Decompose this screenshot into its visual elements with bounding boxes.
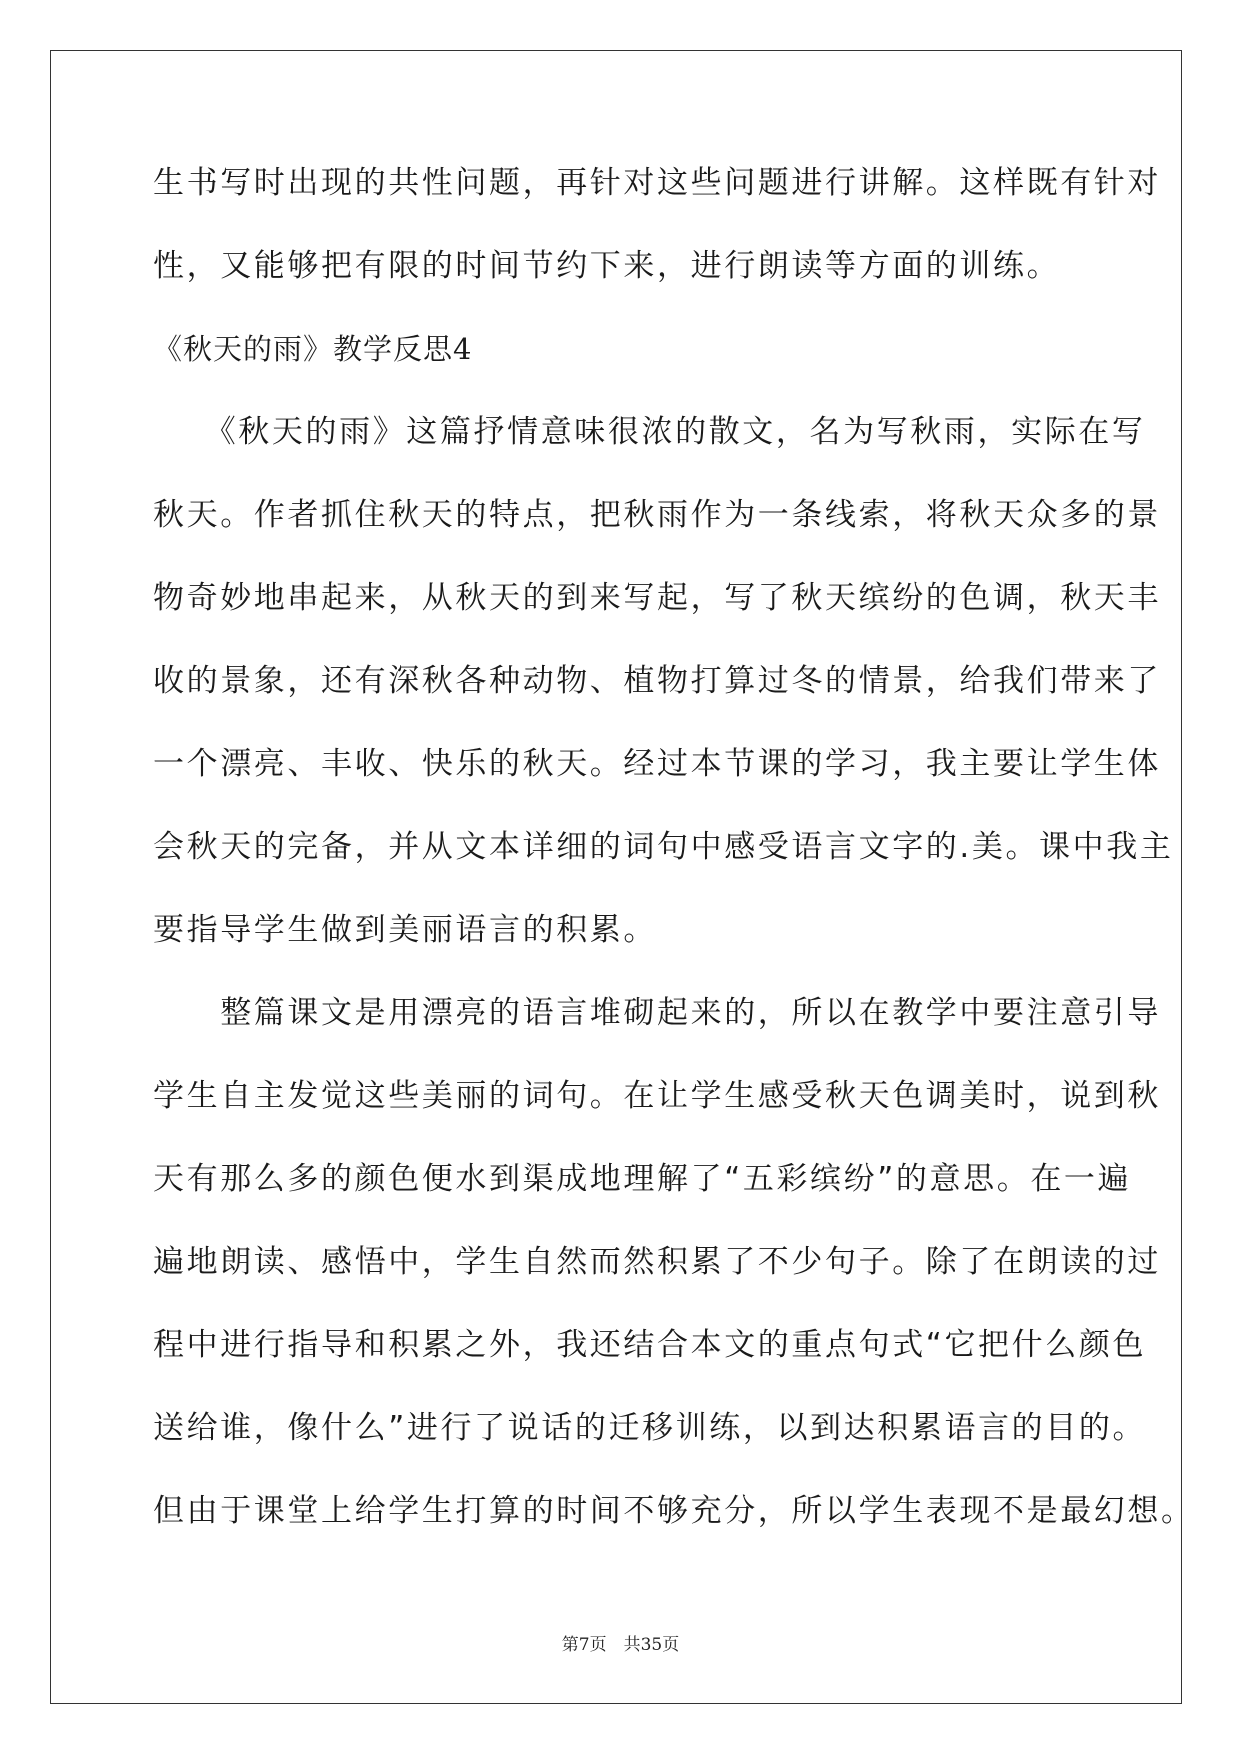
text-line: 一个漂亮、丰收、快乐的秋天。经过本节课的学习，我主要让学生体 <box>153 746 1161 782</box>
section-title: 《秋天的雨》教学反思4 <box>153 332 473 366</box>
text-line: 学生自主发觉这些美丽的词句。在让学生感受秋天色调美时，说到秋 <box>153 1078 1161 1114</box>
text-line: 秋天。作者抓住秋天的特点，把秋雨作为一条线索，将秋天众多的景 <box>153 497 1161 533</box>
text-line: 性，又能够把有限的时间节约下来，进行朗读等方面的训练。 <box>153 248 1061 284</box>
page-number-footer: 第7页 共35页 <box>561 1635 680 1655</box>
text-line: 遍地朗读、感悟中，学生自然而然积累了不少句子。除了在朗读的过 <box>153 1244 1161 1280</box>
document-body <box>153 162 1195 1573</box>
text-line: 送给谁，像什么”进行了说话的迁移训练，以到达积累语言的目的。 <box>153 1410 1147 1446</box>
text-line: 天有那么多的颜色便水到渠成地理解了“五彩缤纷”的意思。在一遍 <box>153 1161 1132 1197</box>
text-line: 但由于课堂上给学生打算的时间不够充分，所以学生表现不是最幻想。 <box>153 1493 1195 1529</box>
text-line: 程中进行指导和积累之外，我还结合本文的重点句式“它把什么颜色 <box>153 1327 1147 1363</box>
text-line: 整篇课文是用漂亮的语言堆砌起来的，所以在教学中要注意引导 <box>153 995 1161 1031</box>
text-line: 会秋天的完备，并从文本详细的词句中感受语言文字的.美。课中我主 <box>153 829 1174 865</box>
text-line: 物奇妙地串起来，从秋天的到来写起，写了秋天缤纷的色调，秋天丰 <box>153 580 1161 616</box>
text-line: 要指导学生做到美丽语言的积累。 <box>153 912 657 948</box>
text-line: 《秋天的雨》这篇抒情意味很浓的散文，名为写秋雨，实际在写 <box>153 414 1146 450</box>
text-line: 收的景象，还有深秋各种动物、植物打算过冬的情景，给我们带来了 <box>153 663 1161 699</box>
text-line: 生书写时出现的共性问题，再针对这些问题进行讲解。这样既有针对 <box>153 165 1161 201</box>
